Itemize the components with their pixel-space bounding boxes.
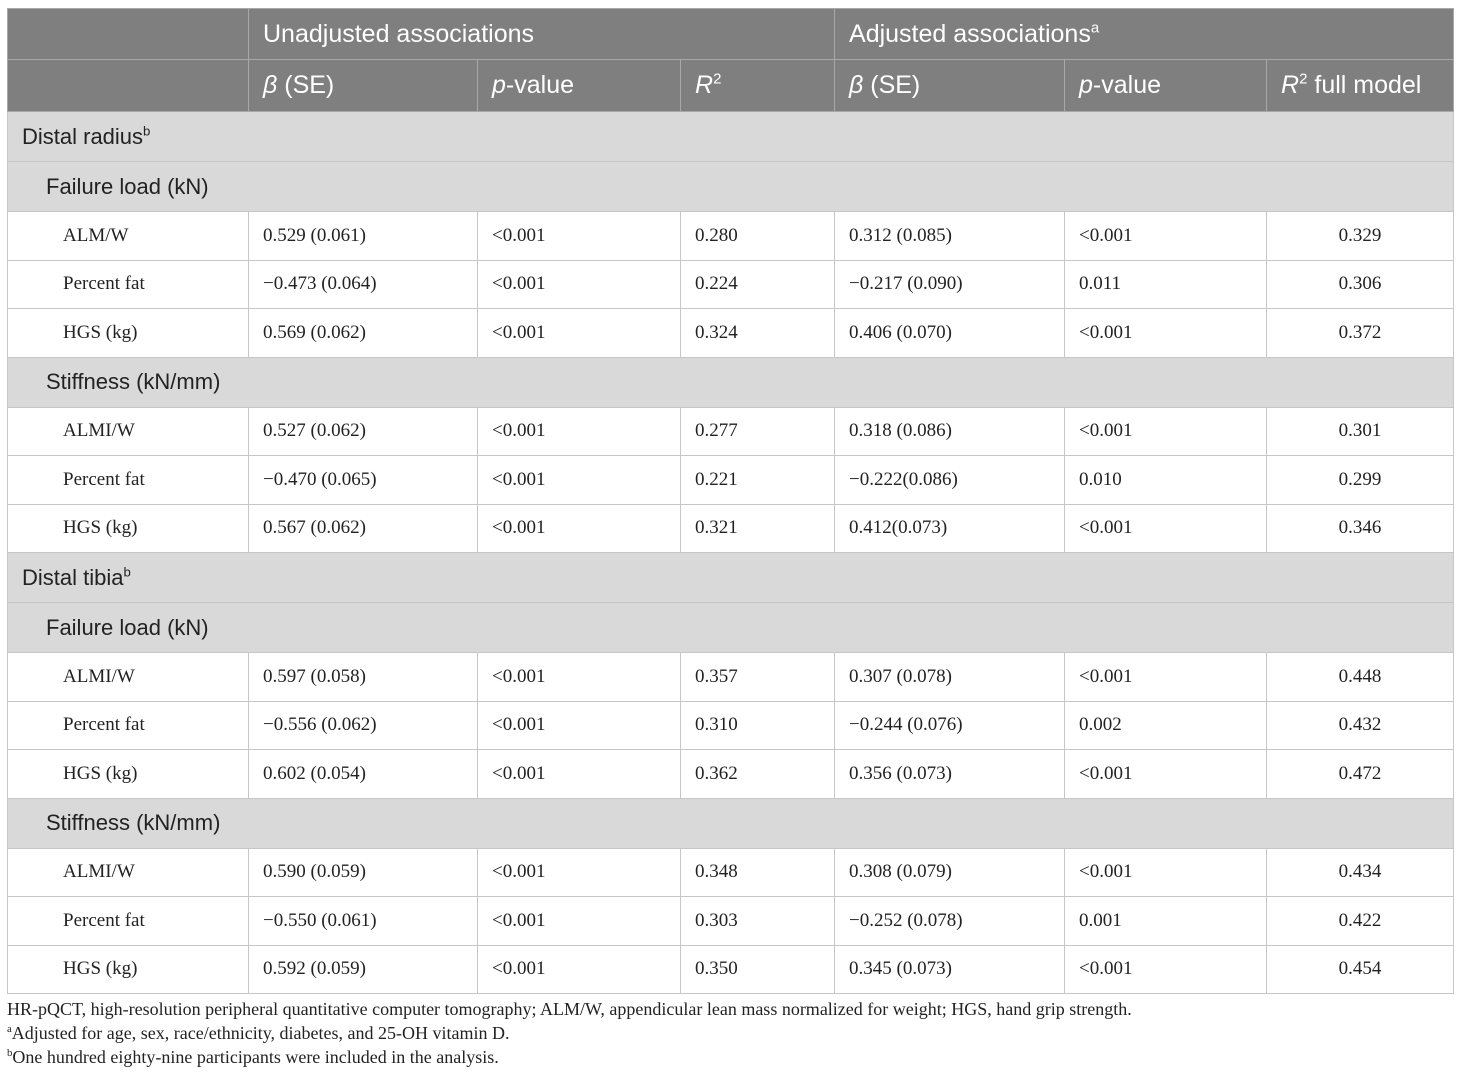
p-symbol: p bbox=[1079, 71, 1093, 99]
adjusted-beta: 0.308 (0.079) bbox=[835, 848, 1065, 897]
unadjusted-beta: 0.569 (0.062) bbox=[249, 309, 478, 358]
unadjusted-r2: 0.324 bbox=[681, 309, 835, 358]
table-row bbox=[8, 504, 1454, 553]
col-adj-r2-full bbox=[1267, 60, 1454, 112]
unadjusted-r2: 0.303 bbox=[681, 897, 835, 946]
adjusted-beta: 0.312 (0.085) bbox=[835, 212, 1065, 261]
adjusted-p-value: 0.010 bbox=[1065, 456, 1267, 505]
footnote-a-text: Adjusted for age, sex, race/ethnicity, diabetes, and 25-OH vitamin D. bbox=[11, 1023, 510, 1043]
r2-superscript: 2 bbox=[1299, 70, 1308, 88]
row-label: HGS (kg) bbox=[8, 750, 249, 799]
row-label: Percent fat bbox=[8, 260, 249, 309]
r2-superscript: 2 bbox=[713, 70, 722, 88]
unadjusted-beta: −0.473 (0.064) bbox=[249, 260, 478, 309]
adjusted-r2-full-model: 0.299 bbox=[1267, 456, 1454, 505]
adjusted-r2-full-model: 0.432 bbox=[1267, 701, 1454, 750]
unadjusted-beta: 0.597 (0.058) bbox=[249, 653, 478, 702]
row-label: ALMI/W bbox=[8, 653, 249, 702]
unadjusted-p-value: <0.001 bbox=[478, 407, 681, 456]
unadjusted-r2: 0.310 bbox=[681, 701, 835, 750]
section-title: Distal tibia bbox=[22, 564, 124, 590]
unadjusted-p-value: <0.001 bbox=[478, 309, 681, 358]
table-row bbox=[8, 945, 1454, 994]
header-row-groups bbox=[8, 9, 1454, 60]
adjusted-p-value: <0.001 bbox=[1065, 504, 1267, 553]
header-empty-cell-2 bbox=[8, 60, 249, 112]
adjusted-r2-full-model: 0.329 bbox=[1267, 212, 1454, 261]
results-table bbox=[7, 8, 1454, 994]
unadjusted-p-value: <0.001 bbox=[478, 848, 681, 897]
p-symbol: p bbox=[492, 71, 506, 99]
section-row bbox=[8, 553, 1454, 603]
subsection-title: Stiffness (kN/mm) bbox=[8, 357, 1454, 407]
table-footnotes bbox=[7, 997, 1453, 1069]
subsection-row bbox=[8, 603, 1454, 653]
unadjusted-r2: 0.348 bbox=[681, 848, 835, 897]
beta-symbol: β bbox=[849, 71, 864, 99]
adjusted-r2-full-model: 0.301 bbox=[1267, 407, 1454, 456]
adjusted-beta: −0.222(0.086) bbox=[835, 456, 1065, 505]
unadjusted-r2: 0.321 bbox=[681, 504, 835, 553]
unadjusted-beta: 0.567 (0.062) bbox=[249, 504, 478, 553]
section-footnote-marker: b bbox=[143, 123, 151, 139]
adjusted-r2-full-model: 0.448 bbox=[1267, 653, 1454, 702]
adjusted-beta: 0.307 (0.078) bbox=[835, 653, 1065, 702]
footnote-a bbox=[7, 1021, 1453, 1045]
row-label: ALM/W bbox=[8, 212, 249, 261]
col-unadj-p bbox=[478, 60, 681, 112]
table-row bbox=[8, 212, 1454, 261]
section-title-cell bbox=[8, 553, 1454, 603]
r-symbol: R bbox=[695, 71, 714, 99]
table-row bbox=[8, 701, 1454, 750]
unadjusted-beta: 0.529 (0.061) bbox=[249, 212, 478, 261]
adjusted-beta: −0.217 (0.090) bbox=[835, 260, 1065, 309]
p-suffix: -value bbox=[1092, 71, 1162, 99]
col-adj-p bbox=[1065, 60, 1267, 112]
unadjusted-beta: 0.602 (0.054) bbox=[249, 750, 478, 799]
beta-symbol: β bbox=[263, 71, 278, 99]
table-row bbox=[8, 260, 1454, 309]
unadjusted-p-value: <0.001 bbox=[478, 260, 681, 309]
footnote-abbreviations: HR-pQCT, high-resolution peripheral quantitative computer tomography; ALM/W, appendicular lean mass normalized for weight; HGS, hand grip strength. bbox=[7, 999, 1132, 1019]
header-row-columns bbox=[8, 60, 1454, 112]
adjusted-p-value: <0.001 bbox=[1065, 653, 1267, 702]
col-unadj-beta bbox=[249, 60, 478, 112]
row-label: ALMI/W bbox=[8, 407, 249, 456]
p-suffix: -value bbox=[505, 71, 574, 99]
adjusted-r2-full-model: 0.472 bbox=[1267, 750, 1454, 799]
header-unadjusted bbox=[249, 9, 835, 60]
r2-full-suffix: full model bbox=[1307, 71, 1422, 99]
footnote-b-marker: b bbox=[7, 1047, 13, 1059]
table-row bbox=[8, 407, 1454, 456]
unadjusted-r2: 0.221 bbox=[681, 456, 835, 505]
section-title-cell bbox=[8, 112, 1454, 162]
col-adj-beta bbox=[835, 60, 1065, 112]
unadjusted-r2: 0.357 bbox=[681, 653, 835, 702]
unadjusted-r2: 0.350 bbox=[681, 945, 835, 994]
table-row bbox=[8, 848, 1454, 897]
unadjusted-p-value: <0.001 bbox=[478, 653, 681, 702]
unadjusted-p-value: <0.001 bbox=[478, 504, 681, 553]
footnote-a-marker: a bbox=[7, 1023, 12, 1035]
adjusted-r2-full-model: 0.422 bbox=[1267, 897, 1454, 946]
adjusted-beta: 0.318 (0.086) bbox=[835, 407, 1065, 456]
header-adjusted-label: Adjusted associations bbox=[849, 19, 1091, 48]
adjusted-beta: −0.244 (0.076) bbox=[835, 701, 1065, 750]
adjusted-p-value: <0.001 bbox=[1065, 750, 1267, 799]
section-row bbox=[8, 112, 1454, 162]
unadjusted-beta: 0.527 (0.062) bbox=[249, 407, 478, 456]
table-row bbox=[8, 750, 1454, 799]
unadjusted-p-value: <0.001 bbox=[478, 456, 681, 505]
r-symbol: R bbox=[1281, 71, 1300, 99]
unadjusted-p-value: <0.001 bbox=[478, 701, 681, 750]
unadjusted-p-value: <0.001 bbox=[478, 212, 681, 261]
section-footnote-marker: b bbox=[123, 564, 131, 580]
subsection-title: Stiffness (kN/mm) bbox=[8, 798, 1454, 848]
subsection-row bbox=[8, 162, 1454, 212]
beta-suffix: (SE) bbox=[277, 71, 335, 99]
unadjusted-r2: 0.362 bbox=[681, 750, 835, 799]
adjusted-r2-full-model: 0.346 bbox=[1267, 504, 1454, 553]
unadjusted-beta: −0.470 (0.065) bbox=[249, 456, 478, 505]
unadjusted-p-value: <0.001 bbox=[478, 945, 681, 994]
subsection-row bbox=[8, 357, 1454, 407]
adjusted-r2-full-model: 0.306 bbox=[1267, 260, 1454, 309]
beta-suffix: (SE) bbox=[863, 71, 921, 99]
adjusted-beta: 0.356 (0.073) bbox=[835, 750, 1065, 799]
unadjusted-r2: 0.280 bbox=[681, 212, 835, 261]
adjusted-r2-full-model: 0.372 bbox=[1267, 309, 1454, 358]
adjusted-p-value: <0.001 bbox=[1065, 309, 1267, 358]
footnote-b bbox=[7, 1045, 1453, 1069]
row-label: Percent fat bbox=[8, 897, 249, 946]
unadjusted-beta: −0.556 (0.062) bbox=[249, 701, 478, 750]
subsection-title: Failure load (kN) bbox=[8, 162, 1454, 212]
adjusted-beta: −0.252 (0.078) bbox=[835, 897, 1065, 946]
table-row bbox=[8, 897, 1454, 946]
adjusted-p-value: 0.002 bbox=[1065, 701, 1267, 750]
adjusted-beta: 0.345 (0.073) bbox=[835, 945, 1065, 994]
footnote-b-text: One hundred eighty-nine participants were included in the analysis. bbox=[12, 1047, 499, 1067]
unadjusted-beta: 0.590 (0.059) bbox=[249, 848, 478, 897]
adjusted-p-value: <0.001 bbox=[1065, 945, 1267, 994]
table-body bbox=[8, 112, 1454, 994]
adjusted-p-value: <0.001 bbox=[1065, 848, 1267, 897]
table-row bbox=[8, 653, 1454, 702]
adjusted-beta: 0.412(0.073) bbox=[835, 504, 1065, 553]
table-row bbox=[8, 309, 1454, 358]
table-row bbox=[8, 456, 1454, 505]
adjusted-r2-full-model: 0.454 bbox=[1267, 945, 1454, 994]
unadjusted-p-value: <0.001 bbox=[478, 897, 681, 946]
header-adjusted-footnote-marker: a bbox=[1090, 19, 1100, 37]
adjusted-p-value: 0.001 bbox=[1065, 897, 1267, 946]
section-title: Distal radius bbox=[22, 123, 144, 149]
adjusted-p-value: 0.011 bbox=[1065, 260, 1267, 309]
adjusted-beta: 0.406 (0.070) bbox=[835, 309, 1065, 358]
row-label: HGS (kg) bbox=[8, 504, 249, 553]
col-unadj-r2 bbox=[681, 60, 835, 112]
adjusted-p-value: <0.001 bbox=[1065, 212, 1267, 261]
row-label: HGS (kg) bbox=[8, 309, 249, 358]
adjusted-r2-full-model: 0.434 bbox=[1267, 848, 1454, 897]
unadjusted-r2: 0.277 bbox=[681, 407, 835, 456]
subsection-title: Failure load (kN) bbox=[8, 603, 1454, 653]
row-label: Percent fat bbox=[8, 701, 249, 750]
unadjusted-p-value: <0.001 bbox=[478, 750, 681, 799]
unadjusted-beta: 0.592 (0.059) bbox=[249, 945, 478, 994]
row-label: HGS (kg) bbox=[8, 945, 249, 994]
unadjusted-r2: 0.224 bbox=[681, 260, 835, 309]
unadjusted-beta: −0.550 (0.061) bbox=[249, 897, 478, 946]
row-label: ALMI/W bbox=[8, 848, 249, 897]
row-label: Percent fat bbox=[8, 456, 249, 505]
header-empty-cell bbox=[8, 9, 249, 60]
adjusted-p-value: <0.001 bbox=[1065, 407, 1267, 456]
subsection-row bbox=[8, 798, 1454, 848]
header-adjusted bbox=[835, 9, 1454, 60]
header-unadjusted-label: Unadjusted associations bbox=[263, 19, 534, 48]
